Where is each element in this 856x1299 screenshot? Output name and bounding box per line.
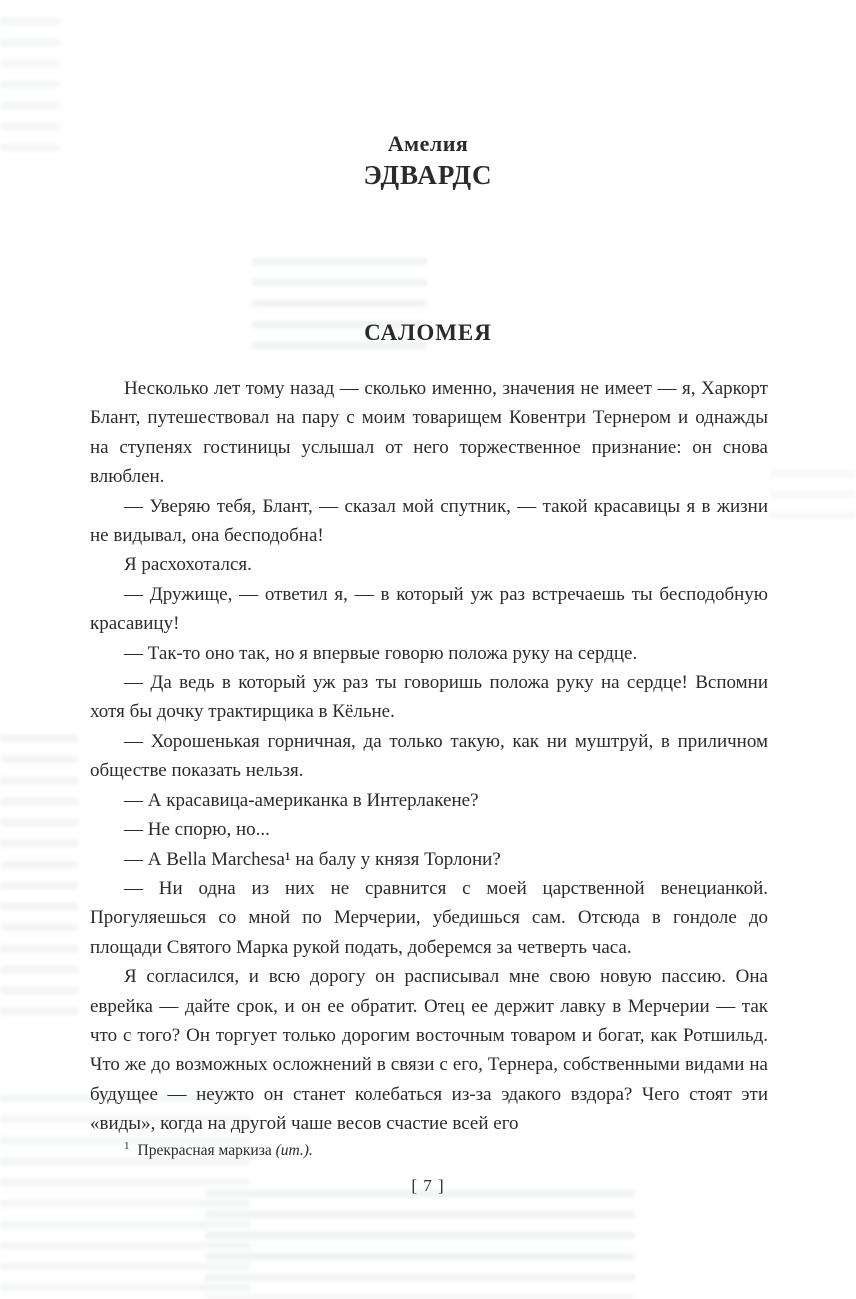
bleedthrough-artifact xyxy=(205,1190,635,1298)
paragraph: — Так-то оно так, но я впервые говорю положа руку на сердце. xyxy=(124,642,638,664)
paragraph: — А Bella Marchesa¹ на балу у князя Торлони? xyxy=(124,848,501,870)
paragraph: — Ни одна из них не сравнится с моей царственной венецианкой. Прогуляешься со мной по Мерчерии, убедишься сам. Отсюда в гондоле до площади Святого Марка рукой подать, доберемся за четверть часа. xyxy=(90,877,768,958)
body-text xyxy=(90,374,768,1139)
footnote-text: Прекрасная маркиза xyxy=(137,1142,276,1160)
paragraph: — Хорошенькая горничная, да только такую, как ни муштруй, в приличном обществе показать нельзя. xyxy=(90,730,768,782)
paragraph: Несколько лет тому назад — сколько именно, значения не имеет — я, Харкорт Блант, путешествовал на пару с моим товарищем Ковентри Тернером и однажды на ступенях гостиницы услышал от него торжественное признание: он снова влюблен. xyxy=(90,378,768,488)
paragraph: Я согласился, и всю дорогу он расписывал мне свою новую пассию. Она еврейка — дайте срок, и он ее обратит. Отец ее держит лавку в Мерчерии — так что с того? Он торгует только дорогим восточным товаром и богат, как Ротшильд. Что же до возможных осложнений в связи с его, Тернера, собственными видами на будущее — неужто он станет колебаться из-за эдакого вздора? Чего стоят эти «виды», когда на другой чаше весов счастие всей его xyxy=(90,966,768,1135)
footnote-marker: 1 xyxy=(124,1140,130,1152)
author-last-name: ЭДВАРДС xyxy=(363,160,493,190)
paragraph: — А красавица-американка в Интерлакене? xyxy=(124,789,479,811)
page-content xyxy=(0,130,856,1139)
footnote xyxy=(90,1136,768,1161)
paragraph: — Дружище, — ответил я, — в который уж раз встречаешь ты бесподобную красавицу! xyxy=(90,583,768,635)
story-title: САЛОМЕЯ xyxy=(364,320,492,345)
footnote-language-note: (ит.). xyxy=(275,1142,313,1160)
paragraph: — Уверяю тебя, Блант, — сказал мой спутник, — такой красавицы я в жизни не видывал, она бесподобна! xyxy=(90,495,768,547)
page-number: [ 7 ] xyxy=(411,1176,445,1195)
paragraph: — Да ведь в который уж раз ты говоришь положа руку на сердце! Вспомни хотя бы дочку трактирщика в Кёльне. xyxy=(90,672,768,723)
paragraph: Я расхохотался. xyxy=(124,554,252,576)
paragraph: — Не спорю, но... xyxy=(124,819,270,841)
author-block xyxy=(0,130,856,192)
author-first-name: Амелия xyxy=(387,131,469,156)
